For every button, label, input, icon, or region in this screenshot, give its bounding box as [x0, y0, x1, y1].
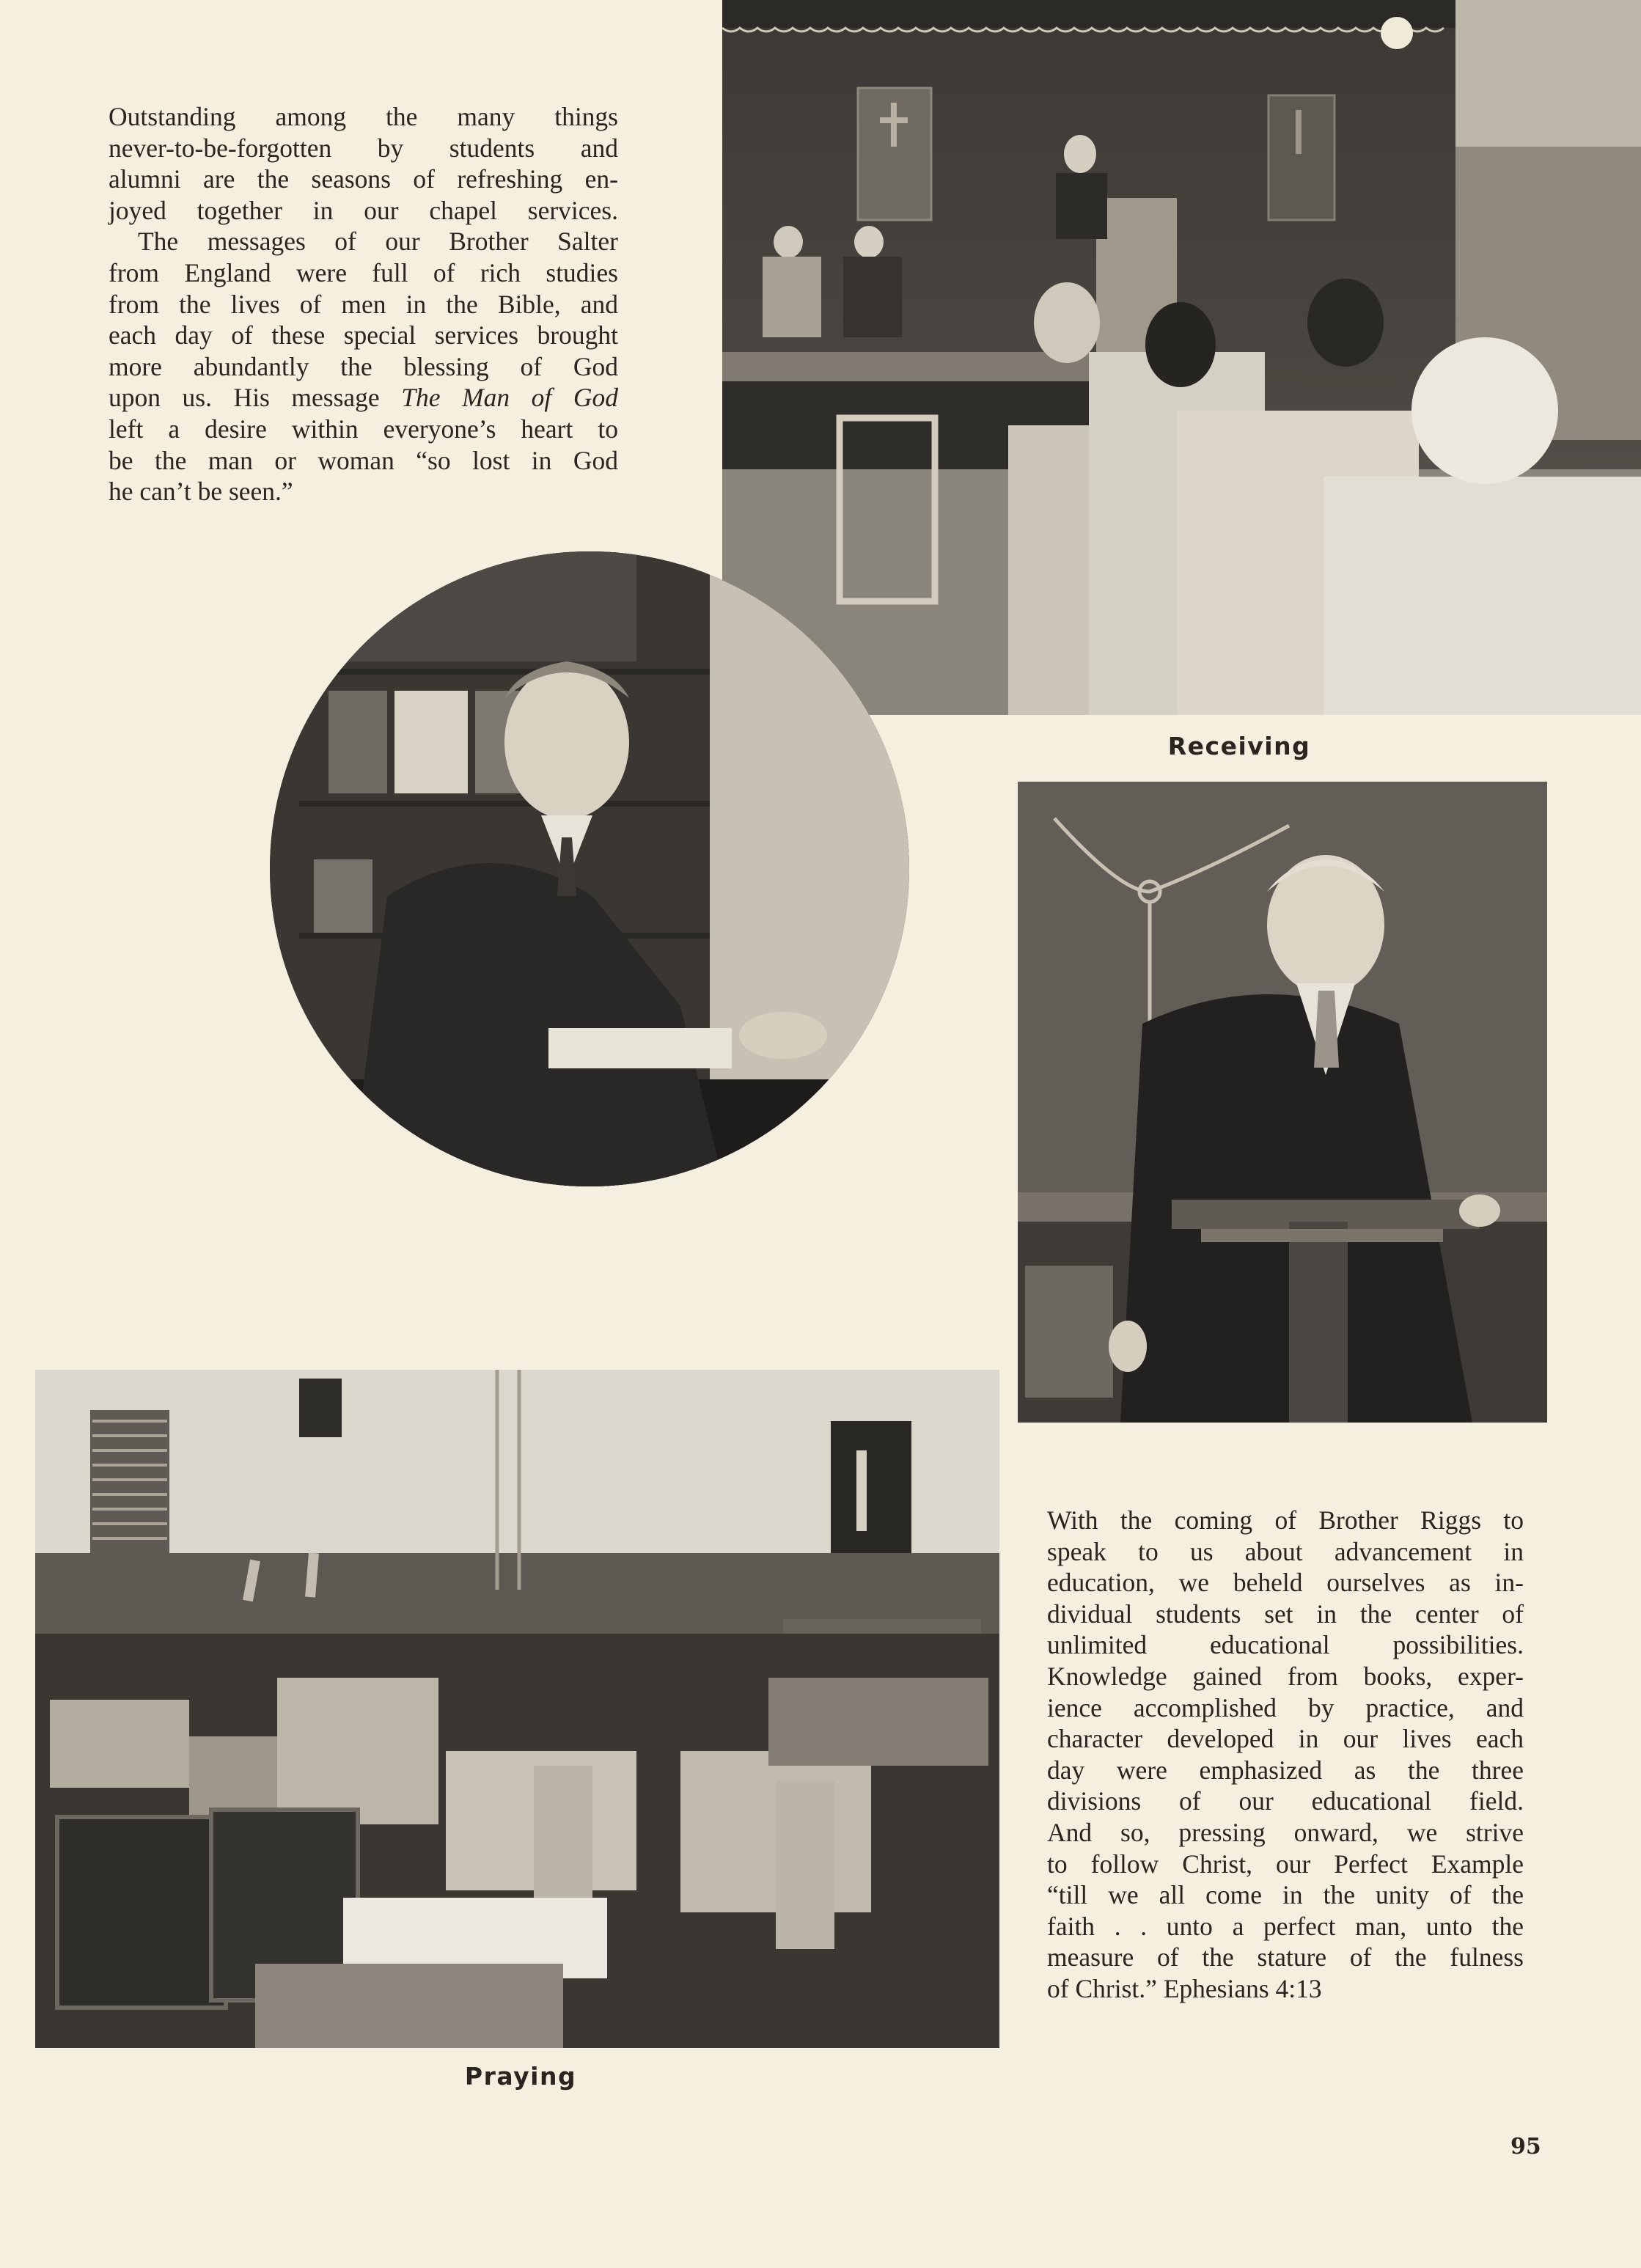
riggs-image [1018, 782, 1547, 1423]
brother-salter-portrait [270, 551, 909, 1186]
page-number: 95 [1510, 2134, 1541, 2159]
riggs-line: dividual students set in the center of [1047, 1599, 1524, 1629]
riggs-line: measure of the stature of the fulness [1047, 1942, 1524, 1972]
intro-line: more abundantly the blessing of God [109, 351, 618, 381]
riggs-line: to follow Christ, our Perfect Example [1047, 1849, 1524, 1879]
intro-line: joyed together in our chapel services. [109, 195, 618, 225]
chapel-service-image [722, 0, 1641, 715]
caption-praying: Praying [464, 2062, 577, 2091]
riggs-line: unlimited educational possibilities. [1047, 1630, 1524, 1660]
brother-riggs-photo [1018, 782, 1547, 1423]
riggs-line: And so, pressing onward, we strive [1047, 1817, 1524, 1847]
intro-line: from England were full of rich studies [109, 257, 618, 287]
caption-receiving: Receiving [1167, 732, 1311, 760]
riggs-line: character developed in our lives each [1047, 1724, 1524, 1754]
intro-line: never-to-be-forgotten by students and [109, 133, 618, 163]
intro-line: from the lives of men in the Bible, and [109, 289, 618, 319]
riggs-line: Knowledge gained from books, exper- [1047, 1661, 1524, 1691]
salter-portrait-image [270, 551, 909, 1186]
riggs-line: day were emphasized as the three [1047, 1755, 1524, 1785]
intro-paragraph [109, 101, 618, 507]
riggs-line: divisions of our educational field. [1047, 1786, 1524, 1816]
intro-line: upon us. His message The Man of God [109, 383, 618, 413]
riggs-line: education, we beheld ourselves as in- [1047, 1568, 1524, 1598]
intro-line: be the man or woman “so lost in God [109, 445, 618, 475]
chapel-service-photo [722, 0, 1641, 715]
intro-line: alumni are the seasons of refreshing en- [109, 164, 618, 194]
intro-line: Outstanding among the many things [109, 102, 618, 131]
riggs-line: “till we all come in the unity of the [1047, 1880, 1524, 1910]
riggs-line: speak to us about advancement in [1047, 1536, 1524, 1566]
riggs-line: ience accomplished by practice, and [1047, 1692, 1524, 1722]
riggs-line: of Christ.” Ephesians 4:13 [1047, 1973, 1322, 2003]
intro-line: he can’t be seen.” [109, 477, 293, 507]
intro-line: The messages of our Brother Salter [138, 227, 618, 257]
sermon-title: The Man of God [401, 383, 618, 413]
riggs-paragraph [1047, 1505, 1524, 2005]
intro-line: each day of these special services brought [109, 320, 618, 351]
praying-image [35, 1370, 999, 2048]
praying-students-photo [35, 1370, 999, 2048]
riggs-line: faith . . unto a perfect man, unto the [1047, 1911, 1524, 1941]
riggs-line: With the coming of Brother Riggs to [1047, 1505, 1524, 1535]
intro-line: left a desire within everyone’s heart to [109, 414, 618, 444]
